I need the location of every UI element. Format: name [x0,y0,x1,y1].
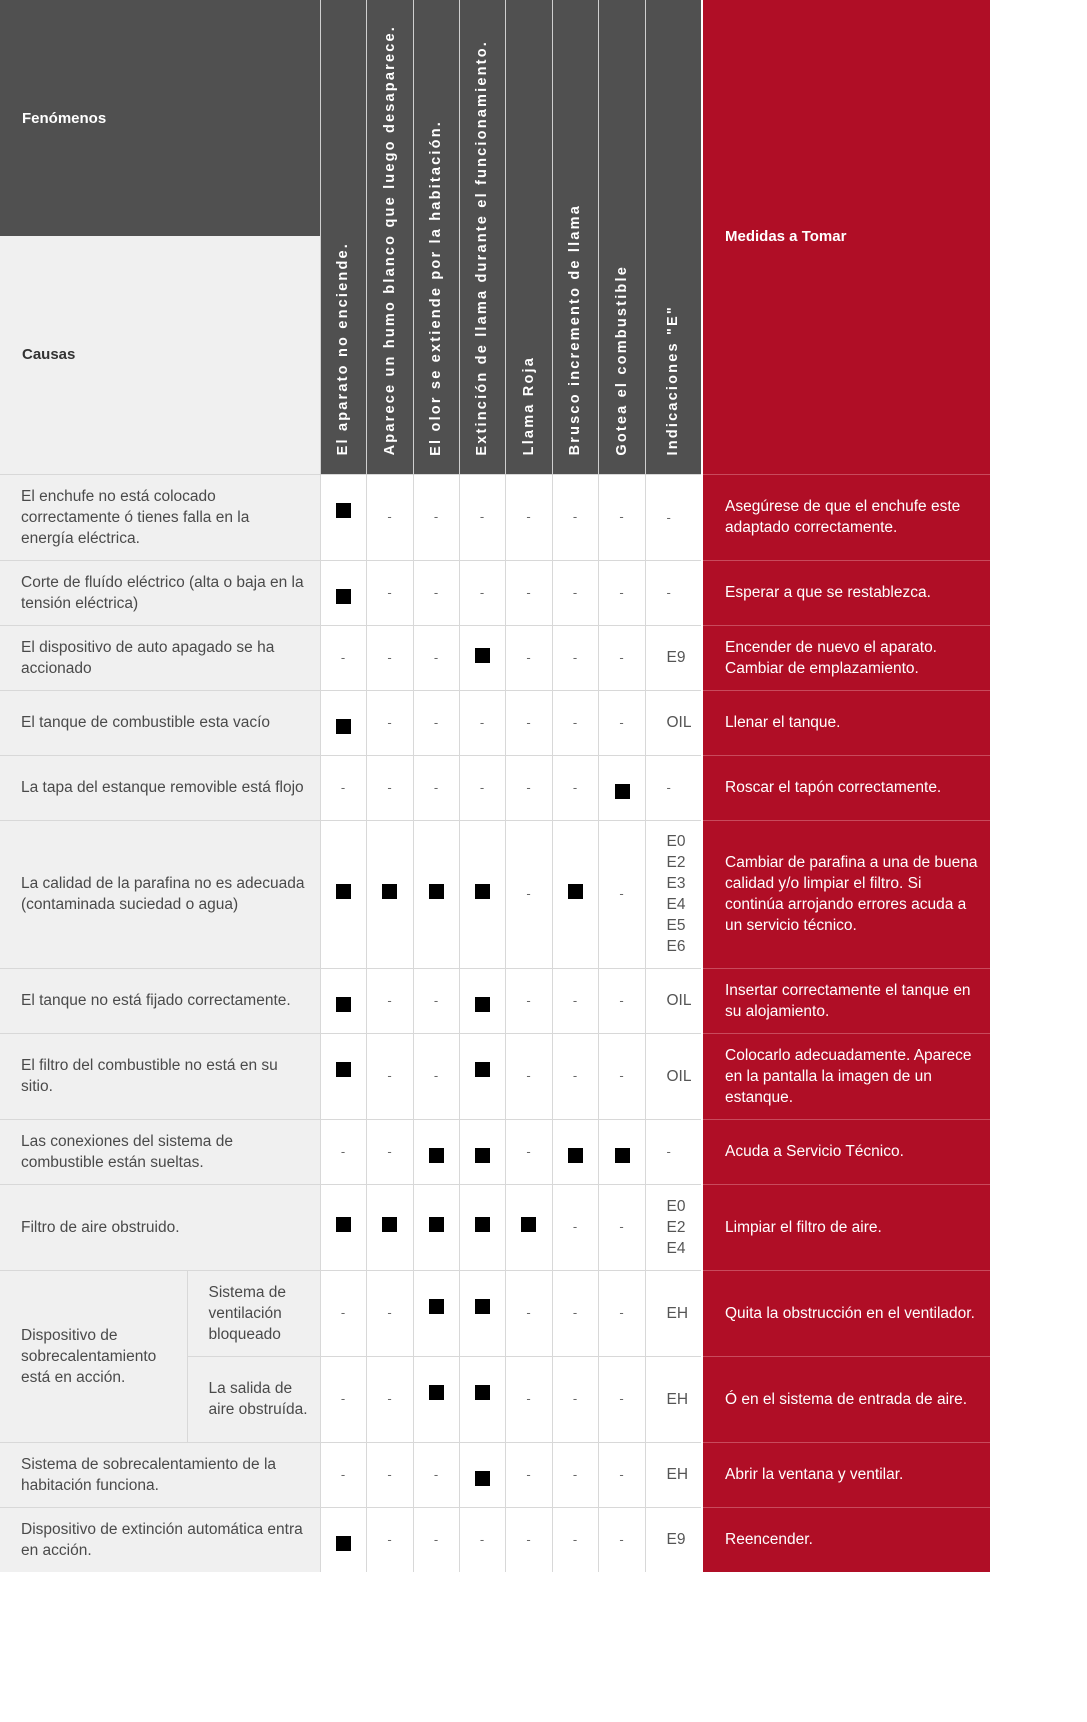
symptom-cell [552,1184,598,1270]
symptom-cell [413,1507,459,1572]
dash-mark: - [479,584,485,600]
filled-square-icon [475,648,490,663]
symptom-cell [552,1356,598,1442]
dash-mark: - [572,714,578,730]
symptom-cell [459,690,505,755]
symptom-cell [505,1033,552,1119]
indicator-cell [645,474,702,560]
symptom-cell [366,560,413,625]
symptom-header-1 [366,0,413,474]
measure-cell: Acuda a Servicio Técnico. [702,1119,990,1184]
symptom-cell [552,690,598,755]
symptom-cell [413,690,459,755]
symptom-cell [552,1507,598,1572]
symptom-cell [320,1184,366,1270]
symptom-cell [552,755,598,820]
indicator-code: OIL [666,714,692,731]
symptom-cell [320,1507,366,1572]
symptom-cell [366,755,413,820]
symptom-header-5 [552,0,598,474]
symptom-cell [552,820,598,968]
symptom-cell [366,1184,413,1270]
indicator-cell [645,755,702,820]
filled-square-icon [429,1385,444,1400]
filled-square-icon [429,1299,444,1314]
symptom-cell [413,968,459,1033]
dash-mark: - [619,714,624,730]
symptom-cell [413,1119,459,1184]
table-row [0,1184,990,1270]
symptom-header-6 [598,0,645,474]
cause-cell: Dispositivo de sobrecalentamiento está en acción. [0,1270,187,1442]
indicator-cell [645,820,702,968]
dash-mark: - [619,649,624,665]
filled-square-icon [336,719,351,734]
symptom-cell [598,1442,645,1507]
dash-mark: - [340,1305,346,1320]
dash-mark: - [340,1466,346,1482]
table-row [0,1507,990,1572]
filled-square-icon [475,1385,490,1400]
indicator-code: E9 [666,649,686,666]
table-row [0,690,990,755]
dash-mark: - [526,1531,531,1547]
dash-mark: - [572,509,578,524]
table-row [0,625,990,690]
symptom-cell [413,474,459,560]
symptom-header-0 [320,0,366,474]
indicator-cell [645,1442,702,1507]
symptom-cell [459,1119,505,1184]
dash-mark: - [619,1531,624,1547]
symptom-cell [320,968,366,1033]
symptom-cell [598,820,645,968]
symptom-cell [598,1033,645,1119]
symptom-cell [413,1270,459,1356]
indicator-code: - [666,1144,671,1159]
filled-square-icon [521,1217,536,1232]
symptom-cell [552,1270,598,1356]
dash-mark: - [387,649,392,665]
indicator-code: - [666,585,671,600]
symptom-cell [598,1119,645,1184]
filled-square-icon [336,503,351,518]
dash-mark: - [526,1068,531,1083]
dash-mark: - [572,649,578,665]
dash-mark: - [572,1068,578,1083]
dash-mark: - [433,649,439,665]
symptom-cell [459,755,505,820]
cause-cell: El enchufe no está colocado correctamente ó tienes falla en la energía eléctrica. [0,474,320,560]
cause-cell: La calidad de la parafina no es adecuada (contaminada suciedad o agua) [0,820,320,968]
filled-square-icon [475,884,490,899]
symptom-cell [505,1270,552,1356]
table-row [0,1442,990,1507]
dash-mark: - [433,1531,439,1547]
sub-cause-cell: La salida de aire obstruída. [187,1356,320,1442]
symptom-cell [413,820,459,968]
dash-mark: - [572,992,578,1008]
filled-square-icon [475,1148,490,1163]
symptom-cell [505,968,552,1033]
filled-square-icon [429,884,444,899]
symptom-cell [366,690,413,755]
filled-square-icon [336,1062,351,1077]
header-causas: Causas [0,236,320,474]
filled-square-icon [336,1536,351,1551]
table-row [0,1270,990,1356]
dash-mark: - [387,779,392,795]
indicator-cell [645,1033,702,1119]
dash-mark: - [479,779,485,795]
symptom-cell [413,1033,459,1119]
symptom-cell [552,625,598,690]
symptom-cell [459,1507,505,1572]
symptom-cell [366,1507,413,1572]
symptom-label: Gotea el combustible [613,264,630,456]
symptom-cell [320,1119,366,1184]
measure-cell: Quita la obstrucción en el ventilador. [702,1270,990,1356]
dash-mark: - [572,1531,578,1547]
filled-square-icon [615,784,630,799]
dash-mark: - [526,992,531,1008]
symptom-cell [320,820,366,968]
measure-cell: Llenar el tanque. [702,690,990,755]
symptom-cell [505,1119,552,1184]
measure-cell: Insertar correctamente el tanque en su alojamiento. [702,968,990,1033]
symptom-cell [505,755,552,820]
dash-mark: - [526,584,531,600]
filled-square-icon [382,1217,397,1232]
indicator-code: OIL [666,992,692,1009]
indicator-cell [645,1184,702,1270]
dash-mark: - [526,1143,531,1159]
symptom-header-4 [505,0,552,474]
indicator-code: E0 E2 E4 [666,1197,686,1257]
filled-square-icon [336,997,351,1012]
dash-mark: - [479,1531,485,1547]
dash-mark: - [387,1068,392,1083]
symptom-label: Llama Roja [520,356,537,456]
measure-cell: Colocarlo adecuadamente. Aparece en la pantalla la imagen de un estanque. [702,1033,990,1119]
indicator-code: E9 [666,1531,686,1549]
filled-square-icon [475,1471,490,1486]
symptom-cell [598,474,645,560]
dash-mark: - [433,509,439,524]
indicator-code: - [666,780,671,795]
symptom-cell [598,968,645,1033]
symptom-cell [598,1356,645,1442]
dash-mark: - [619,1391,624,1406]
filled-square-icon [429,1148,444,1163]
dash-mark: - [340,1143,346,1159]
symptom-cell [552,1033,598,1119]
dash-mark: - [619,584,624,600]
symptom-cell [320,1270,366,1356]
symptom-cell [552,1119,598,1184]
dash-mark: - [387,714,392,730]
symptom-cell [459,1270,505,1356]
filled-square-icon [382,884,397,899]
dash-mark: - [387,1466,392,1482]
symptom-cell [552,968,598,1033]
symptom-cell [598,625,645,690]
cause-cell: Sistema de sobrecalentamiento de la habitación funciona. [0,1442,320,1507]
dash-mark: - [526,1305,531,1320]
filled-square-icon [568,1148,583,1163]
cause-cell: El dispositivo de auto apagado se ha accionado [0,625,320,690]
symptom-cell [459,820,505,968]
dash-mark: - [433,1068,439,1083]
indicator-cell [645,1270,702,1356]
symptom-cell [459,1184,505,1270]
dash-mark: - [479,509,485,524]
indicator-code: EH [666,1466,689,1483]
dash-mark: - [433,992,439,1008]
symptom-cell [598,560,645,625]
cause-cell: Las conexiones del sistema de combustible están sueltas. [0,1119,320,1184]
symptom-cell [459,968,505,1033]
dash-mark: - [387,1143,392,1159]
symptom-cell [413,1356,459,1442]
dash-mark: - [619,886,624,901]
table-row [0,968,990,1033]
dash-mark: - [340,1391,346,1406]
symptom-cell [459,1033,505,1119]
symptom-cell [320,1033,366,1119]
symptom-cell [505,474,552,560]
measure-cell: Abrir la ventana y ventilar. [702,1442,990,1507]
symptom-cell [598,690,645,755]
symptom-header-3 [459,0,505,474]
symptom-cell [505,820,552,968]
cause-cell: El tanque de combustible esta vacío [0,690,320,755]
measure-cell: Asegúrese de que el enchufe este adaptado correctamente. [702,474,990,560]
measure-cell: Encender de nuevo el aparato. Cambiar de emplazamiento. [702,625,990,690]
dash-mark: - [572,1305,578,1320]
symptom-cell [505,625,552,690]
filled-square-icon [475,1217,490,1232]
filled-square-icon [475,1299,490,1314]
dash-mark: - [619,1466,624,1482]
symptom-label: Extinción de llama durante el funcionamiento. [474,39,490,456]
dash-mark: - [479,714,485,730]
dash-mark: - [619,1305,624,1320]
measure-cell: Cambiar de parafina a una de buena calidad y/o limpiar el filtro. Si continúa arrojando errores acuda a un servicio técnico. [702,820,990,968]
cause-cell: Dispositivo de extinción automática entra en acción. [0,1507,320,1572]
symptom-cell [413,625,459,690]
measure-cell: Limpiar el filtro de aire. [702,1184,990,1270]
symptom-cell [320,755,366,820]
symptom-cell [459,560,505,625]
symptom-cell [366,1270,413,1356]
symptom-cell [459,625,505,690]
symptom-cell [413,1442,459,1507]
indicator-cell [645,690,702,755]
cause-cell: El tanque no está fijado correctamente. [0,968,320,1033]
indicator-cell [645,968,702,1033]
indicator-code: E0 E2 E3 E4 E5 E6 [666,833,686,955]
filled-square-icon [336,884,351,899]
filled-square-icon [475,1062,490,1077]
measure-cell: Ó en el sistema de entrada de aire. [702,1356,990,1442]
symptom-cell [320,1442,366,1507]
table-row [0,755,990,820]
symptom-cell [552,474,598,560]
indicator-cell [645,560,702,625]
dash-mark: - [572,779,578,795]
indicator-cell [645,1356,702,1442]
filled-square-icon [336,589,351,604]
dash-mark: - [526,886,531,901]
filled-square-icon [336,1217,351,1232]
symptom-cell [320,625,366,690]
symptom-cell [552,1442,598,1507]
dash-mark: - [619,992,624,1008]
dash-mark: - [619,1068,624,1083]
table-row [0,560,990,625]
indicator-code: OIL [666,1067,692,1085]
dash-mark: - [572,584,578,600]
dash-mark: - [526,509,531,524]
dash-mark: - [433,584,439,600]
cause-cell: Corte de fluído eléctrico (alta o baja en la tensión eléctrica) [0,560,320,625]
dash-mark: - [619,509,624,524]
symptom-cell [320,474,366,560]
cause-cell: Filtro de aire obstruido. [0,1184,320,1270]
symptom-cell [505,1184,552,1270]
symptom-cell [366,1442,413,1507]
dash-mark: - [526,1391,531,1406]
symptom-cell [598,1184,645,1270]
symptom-label: Indicaciones "E" [665,305,682,456]
symptom-label: Brusco incremento de llama [567,204,583,456]
symptom-cell [505,1507,552,1572]
symptom-cell [366,474,413,560]
symptom-cell [598,1507,645,1572]
symptom-header-2 [413,0,459,474]
measure-cell: Esperar a que se restablezca. [702,560,990,625]
table-row [0,474,990,560]
cause-cell: La tapa del estanque removible está flojo [0,755,320,820]
dash-mark: - [387,1305,392,1320]
symptom-label: Aparece un humo blanco que luego desaparece. [381,25,398,456]
symptom-cell [505,1356,552,1442]
symptom-cell [598,755,645,820]
dash-mark: - [526,649,531,665]
dash-mark: - [387,509,392,524]
header-medidas: Medidas a Tomar [702,0,990,474]
symptom-label: El aparato no enciende. [335,242,351,456]
measure-cell: Roscar el tapón correctamente. [702,755,990,820]
symptom-cell [366,1356,413,1442]
filled-square-icon [475,997,490,1012]
dash-mark: - [572,1391,578,1406]
symptom-cell [505,690,552,755]
cause-cell: El filtro del combustible no está en su sitio. [0,1033,320,1119]
dash-mark: - [433,1466,439,1482]
symptom-label: El olor se extiende por la habitación. [428,119,444,456]
indicator-cell [645,625,702,690]
table-row [0,820,990,968]
symptom-cell [320,690,366,755]
dash-mark: - [433,779,439,795]
symptom-cell [459,1442,505,1507]
symptom-cell [505,1442,552,1507]
dash-mark: - [526,779,531,795]
symptom-cell [552,560,598,625]
dash-mark: - [340,649,346,665]
dash-mark: - [572,1466,578,1482]
symptom-cell [413,560,459,625]
filled-square-icon [429,1217,444,1232]
table-row [0,1119,990,1184]
dash-mark: - [526,714,531,730]
symptom-cell [320,560,366,625]
symptom-cell [505,560,552,625]
indicator-code: EH [666,1304,689,1322]
symptom-cell [366,1119,413,1184]
symptom-cell [598,1270,645,1356]
filled-square-icon [615,1148,630,1163]
table-row [0,1033,990,1119]
dash-mark: - [387,992,392,1008]
symptom-cell [366,625,413,690]
symptom-cell [366,968,413,1033]
symptom-cell [366,1033,413,1119]
indicator-code: EH [666,1390,689,1408]
symptom-cell [366,820,413,968]
indicator-cell [645,1507,702,1572]
dash-mark: - [619,1219,624,1234]
dash-mark: - [340,779,346,795]
symptom-cell [459,1356,505,1442]
dash-mark: - [387,1531,392,1547]
symptom-header-7 [645,0,702,474]
dash-mark: - [526,1466,531,1482]
filled-square-icon [568,884,583,899]
dash-mark: - [572,1219,578,1234]
symptom-cell [459,474,505,560]
symptom-cell [413,1184,459,1270]
dash-mark: - [387,584,392,600]
dash-mark: - [387,1391,392,1406]
dash-mark: - [433,714,439,730]
header-fenomenos: Fenómenos [0,0,320,236]
measure-cell: Reencender. [702,1507,990,1572]
sub-cause-cell: Sistema de ventilación bloqueado [187,1270,320,1356]
symptom-cell [413,755,459,820]
indicator-code: - [666,509,671,525]
symptom-cell [320,1356,366,1442]
indicator-cell [645,1119,702,1184]
